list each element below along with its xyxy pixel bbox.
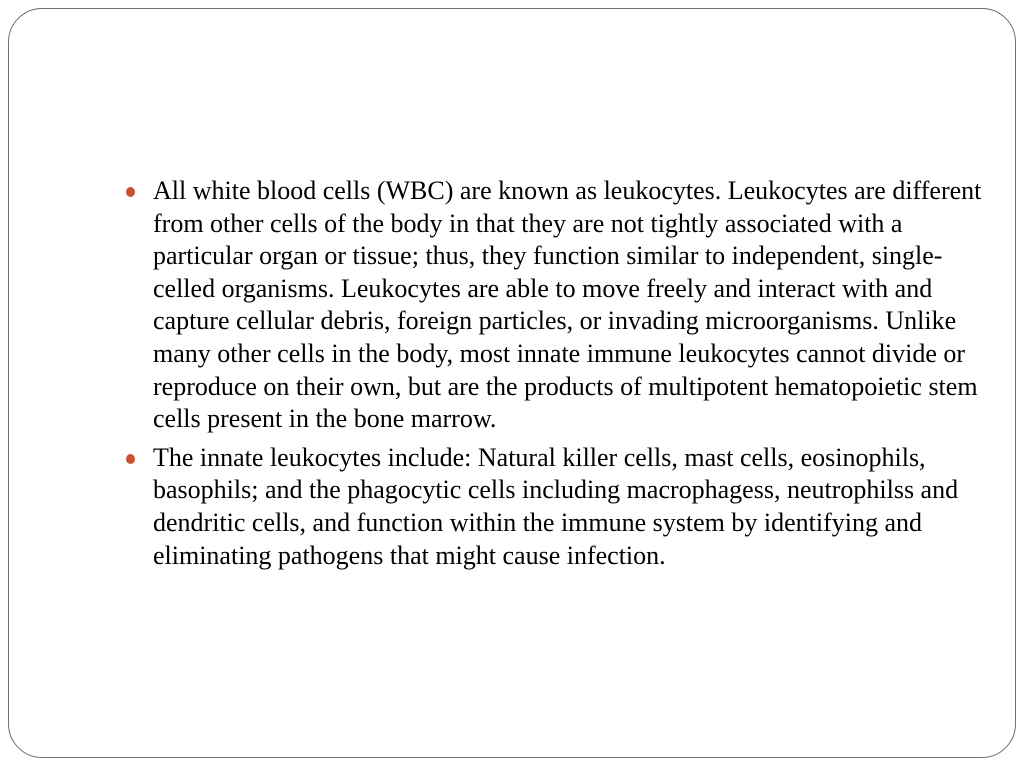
bullet-text: All white blood cells (WBC) are known as leukocytes. Leukocytes are different from other cells of the body in that they are not tightly associated with a particular organ or tissue; thus, they function similar to independent, single-celled organisms. Leukocytes are able to move freely and interact with and capture cellular debris, foreign particles, or invading microorganisms. Unlike many other cells in the body, most innate immune leukocytes cannot divide or reproduce on their own, but are the products of multipotent hematopoietic stem cells present in the bone marrow.: [153, 176, 982, 434]
bullet-dot-icon: [126, 454, 135, 464]
bullet-text: The innate leukocytes include: Natural killer cells, mast cells, eosinophils, basophils; and the phagocytic cells including macrophagess, neutrophilss and dendritic cells, and function within the immune system by identifying and eliminating pathogens that might cause infection.: [153, 442, 959, 570]
bullet-item: [153, 442, 983, 572]
bullet-item: [153, 175, 983, 436]
slide-frame: [8, 8, 1016, 758]
bullet-list: [153, 175, 983, 578]
bullet-dot-icon: [126, 187, 135, 197]
